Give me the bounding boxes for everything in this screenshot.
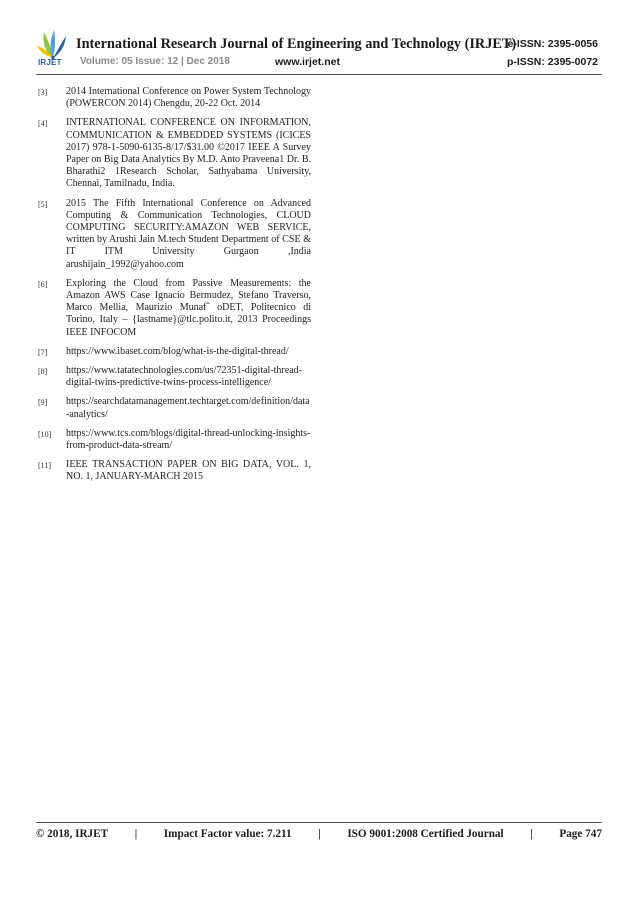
reference-item xyxy=(36,86,311,110)
footer-copyright: © 2018, IRJET xyxy=(36,828,109,840)
reference-number: [6] xyxy=(38,279,48,289)
reference-number: [3] xyxy=(38,88,48,97)
footer-impact-factor: Impact Factor value: 7.211 xyxy=(163,828,292,840)
reference-item xyxy=(36,278,311,339)
footer-separator: | xyxy=(134,828,138,840)
reference-item xyxy=(36,198,311,271)
reference-text: IEEE TRANSACTION PAPER ON BIG DATA, VOL. 1, NO. 1, JANUARY-MARCH 2015 xyxy=(66,459,311,483)
footer-iso: ISO 9001:2008 Certified Journal xyxy=(347,828,504,840)
e-issn: e-ISSN: 2395-0056 xyxy=(507,38,598,50)
p-issn: p-ISSN: 2395-0072 xyxy=(506,56,598,68)
reference-link[interactable]: https://www.ibaset.com/blog/what-is-the-digital-thread/ xyxy=(66,345,289,357)
reference-list xyxy=(36,86,311,491)
page-header xyxy=(0,0,638,84)
website-link[interactable]: www.irjet.net xyxy=(275,56,340,68)
reference-item xyxy=(36,346,311,358)
reference-link[interactable]: https://www.tatatechnologies.com/us/72351-digital-thread-digital-twins-predictive-twins-process-intelligence/ xyxy=(66,365,302,389)
footer-separator: | xyxy=(318,828,321,840)
reference-link[interactable]: https://www.tcs.com/blogs/digital-thread-unlocking-insights-from-product-data-stream/ xyxy=(66,427,311,452)
header-divider xyxy=(36,74,602,75)
reference-number: [7] xyxy=(38,347,48,357)
reference-number: [4] xyxy=(38,119,48,129)
reference-number: [11] xyxy=(38,461,52,471)
reference-text: Exploring the Cloud from Passive Measurements: the Amazon AWS Case Ignacio Bermudez, Stefano Traverso, Marco Mellia, Maurizio Munafˆ oDET, Politecnico di Torino, Italy – {lastname}@tlc.polito.it, 2013 Proceedings IEEE INFOCOM xyxy=(66,277,311,338)
reference-item xyxy=(36,428,311,452)
reference-number: [9] xyxy=(38,398,48,408)
reference-number: [10] xyxy=(38,429,52,439)
logo-text: IRJET xyxy=(38,58,62,67)
journal-title: International Research Journal of Engineering and Technology (IRJET) xyxy=(76,36,517,52)
reference-number: [5] xyxy=(38,199,48,209)
reference-text: INTERNATIONAL CONFERENCE ON INFORMATION, COMMUNICATION & EMBEDDED SYSTEMS (ICICES 2017) 978-1-5090-6135-8/17/$31.00 ©2017 IEEE A Survey Paper on Big Data Analytics By M.D. Anto Praveena1 Dr. B. Bharathi2 1Research Scholar, Sathyabama University, Chennai, Tamilnadu, India. xyxy=(66,117,311,190)
footer-page-number: Page 747 xyxy=(559,828,602,840)
footer-separator: | xyxy=(530,828,533,840)
reference-item xyxy=(36,117,311,190)
reference-number: [8] xyxy=(38,367,48,377)
footer-divider xyxy=(36,822,602,823)
reference-item xyxy=(36,365,311,389)
page-footer xyxy=(36,828,602,840)
reference-item xyxy=(36,459,311,483)
volume-issue: Volume: 05 Issue: 12 | Dec 2018 xyxy=(80,56,230,67)
reference-text: 2014 International Conference on Power System Technology (POWERCON 2014) Chengdu, 20-22 Oct. 2014 xyxy=(66,86,311,110)
reference-link[interactable]: https://searchdatamanagement.techtarget.com/definition/data-analytics/ xyxy=(66,396,310,420)
reference-item xyxy=(36,396,311,420)
reference-text: 2015 The Fifth International Conference on Advanced Computing & Communication Technologies, CLOUD COMPUTING SECURITY:AMAZON WEB SERVICE, written by Arushi Jain M.tech Student Department of CSE & IT ITM University Gurgaon ,India arushijain_1992@yahoo.com xyxy=(66,197,311,270)
